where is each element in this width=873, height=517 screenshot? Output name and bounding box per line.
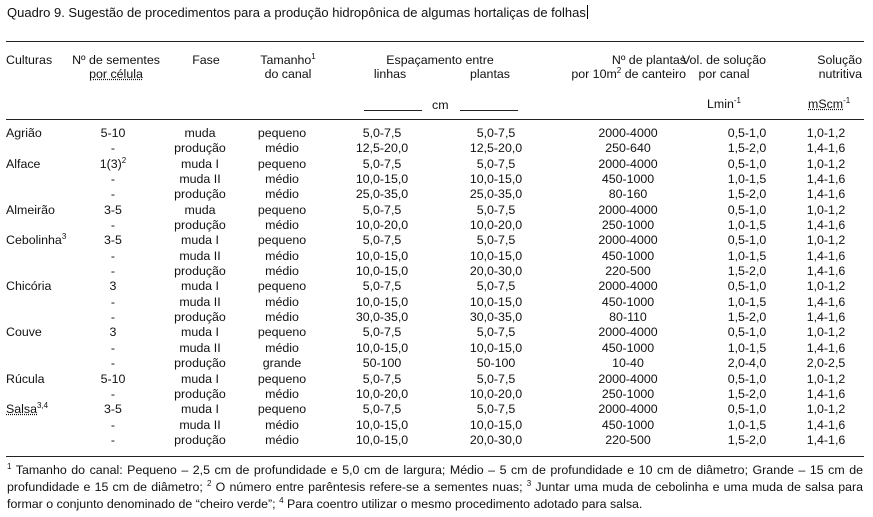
- table-row: [6, 172, 864, 187]
- header-n-plantas: Nº de plantas por $10m^2$ de canteiro: [571, 53, 686, 81]
- header-plantas: plantas: [470, 67, 510, 81]
- cell-vol: 0,5-1,0: [727, 233, 767, 248]
- cell-fase: muda: [184, 126, 216, 140]
- cell-sol: 1,4-1,6: [806, 264, 846, 279]
- cell-sementes: -: [110, 356, 116, 371]
- cell-sol: 1,4-1,6: [806, 432, 846, 447]
- cell-sementes: 3: [109, 325, 117, 340]
- cell-tamanho: médio: [265, 432, 299, 447]
- cell-sementes: 3: [109, 279, 117, 294]
- cell-tamanho: pequeno: [257, 156, 307, 171]
- cell-plantas: 20,0-30,0: [469, 432, 523, 447]
- cell-sol: 1,4-1,6: [806, 386, 846, 401]
- cell-vol: 0,5-1,0: [727, 126, 767, 140]
- cell-tamanho: pequeno: [257, 233, 307, 248]
- cell-nplantas: 2000-4000: [598, 279, 658, 294]
- cell-sol: 1,4-1,6: [806, 187, 846, 202]
- header-culturas: Culturas: [6, 53, 53, 67]
- cell-fase: muda I: [181, 279, 219, 294]
- cell-nplantas: 80-160: [608, 187, 648, 202]
- footnote-4: Para coentro utilizar o mesmo procedimento adotado para salsa.: [283, 497, 643, 511]
- cell-plantas: 20,0-30,0: [469, 264, 523, 279]
- table-body: [6, 126, 864, 448]
- cell-tamanho: médio: [265, 340, 299, 355]
- cell-sementes: -: [110, 187, 116, 202]
- cell-sementes: -: [110, 432, 116, 447]
- cell-vol: 1,5-2,0: [727, 386, 767, 401]
- cell-vol: 0,5-1,0: [727, 279, 767, 294]
- cell-linhas: 5,0-7,5: [362, 202, 402, 217]
- cell-fase: muda II: [179, 417, 221, 432]
- cell-vol: 0,5-1,0: [727, 156, 767, 171]
- table-row: [6, 249, 864, 264]
- table-row: [6, 372, 864, 387]
- cell-sementes: -: [110, 340, 116, 355]
- cell-linhas: 30,0-35,0: [355, 310, 409, 325]
- cell-vol: 1,5-2,0: [727, 310, 767, 325]
- table-row: [6, 141, 864, 156]
- table-row: [6, 157, 864, 172]
- header-rule: [6, 119, 864, 120]
- cell-fase: produção: [174, 187, 226, 202]
- cell-sementes: 5-10: [100, 126, 126, 140]
- cell-fase: muda II: [179, 172, 221, 187]
- cell-linhas: 50-100: [362, 356, 402, 371]
- cell-nplantas: 10-40: [612, 356, 644, 371]
- cell-vol: 1,5-2,0: [727, 432, 767, 447]
- cell-plantas: 10,0-15,0: [469, 417, 523, 432]
- footnote-ref: 3,4: [37, 401, 49, 411]
- cell-tamanho: médio: [265, 264, 299, 279]
- cell-cultura: [6, 218, 68, 233]
- footnote-ref: 2: [121, 155, 127, 165]
- cell-sementes: -: [110, 417, 116, 432]
- cell-fase: muda II: [179, 340, 221, 355]
- cell-plantas: 5,0-7,5: [476, 156, 516, 171]
- cell-tamanho: pequeno: [257, 325, 307, 340]
- cell-sementes: 3-5: [104, 202, 122, 217]
- cell-fase: produção: [174, 386, 226, 401]
- cell-plantas: 5,0-7,5: [476, 233, 516, 248]
- cell-nplantas: 220-500: [605, 432, 651, 447]
- cell-linhas: 5,0-7,5: [362, 371, 402, 386]
- cell-linhas: 10,0-20,0: [355, 386, 409, 401]
- cell-nplantas: 220-500: [605, 264, 651, 279]
- cell-sol: 1,0-1,2: [806, 156, 846, 171]
- cell-sementes: -: [110, 141, 116, 156]
- cell-cultura: Chicória: [6, 279, 52, 294]
- top-rule: [6, 41, 864, 42]
- cell-vol: 1,0-1,5: [727, 248, 767, 263]
- cell-nplantas: 250-640: [605, 141, 651, 156]
- cell-linhas: 10,0-15,0: [355, 417, 409, 432]
- cell-vol: 1,0-1,5: [727, 218, 767, 233]
- cell-cultura: [6, 356, 68, 371]
- table-row: [6, 233, 864, 248]
- cell-sementes: -: [110, 294, 116, 309]
- cell-plantas: 10,0-15,0: [469, 172, 523, 187]
- cell-cultura: Rúcula: [6, 371, 45, 386]
- cell-plantas: 5,0-7,5: [476, 325, 516, 340]
- unit-mscm: mScm$^{-1}$: [808, 96, 851, 111]
- cell-plantas: 50-100: [476, 356, 516, 371]
- cell-tamanho: pequeno: [257, 279, 307, 294]
- cell-cultura: Couve: [6, 325, 42, 340]
- table-row: [6, 203, 864, 218]
- table-row: [6, 325, 864, 340]
- cell-nplantas: 450-1000: [601, 417, 655, 432]
- cell-cultura: [6, 341, 68, 356]
- cell-tamanho: médio: [265, 187, 299, 202]
- cell-fase: produção: [174, 356, 226, 371]
- cell-plantas: 10,0-20,0: [469, 218, 523, 233]
- cell-vol: 1,0-1,5: [727, 294, 767, 309]
- cell-plantas: 5,0-7,5: [476, 371, 516, 386]
- cell-tamanho: médio: [265, 386, 299, 401]
- cell-sementes: -: [110, 264, 116, 279]
- cell-tamanho: pequeno: [257, 371, 307, 386]
- cell-linhas: 5,0-7,5: [362, 402, 402, 417]
- cell-fase: muda I: [181, 156, 219, 171]
- cell-sol: 1,4-1,6: [806, 248, 846, 263]
- cell-nplantas: 2000-4000: [598, 156, 658, 171]
- cell-vol: 2,0-4,0: [727, 356, 767, 371]
- cell-sementes: 5-10: [100, 371, 126, 386]
- cell-fase: muda I: [181, 233, 219, 248]
- cell-cultura: Agrião: [6, 126, 42, 140]
- cell-sol: 1,0-1,2: [806, 279, 846, 294]
- cell-sol: 1,0-1,2: [806, 402, 846, 417]
- cell-tamanho: pequeno: [257, 126, 307, 140]
- table-row: [6, 387, 864, 402]
- cell-linhas: 5,0-7,5: [362, 156, 402, 171]
- cell-sol: 1,0-1,2: [806, 126, 846, 140]
- cell-linhas: 10,0-15,0: [355, 340, 409, 355]
- header-volume: Vol. de solução por canal: [681, 53, 767, 81]
- bottom-rule: [6, 456, 864, 457]
- footnote-4-marker: 4: [279, 496, 284, 505]
- table-row: [6, 264, 864, 279]
- cell-cultura: [6, 295, 68, 310]
- cell-cultura: Alface: [6, 156, 41, 171]
- cell-vol: 0,5-1,0: [727, 402, 767, 417]
- unit-lmin: Lmin$^{-1}$: [707, 96, 741, 111]
- cell-sementes: -: [110, 248, 116, 263]
- cell-vol: 1,5-2,0: [727, 264, 767, 279]
- footnote-2-marker: 2: [207, 479, 212, 488]
- cell-linhas: 10,0-15,0: [355, 264, 409, 279]
- cell-nplantas: 2000-4000: [598, 233, 658, 248]
- cell-plantas: 30,0-35,0: [469, 310, 523, 325]
- cell-plantas: 5,0-7,5: [476, 202, 516, 217]
- cell-vol: 1,5-2,0: [727, 141, 767, 156]
- cell-nplantas: 2000-4000: [598, 126, 658, 140]
- cell-tamanho: médio: [265, 417, 299, 432]
- cell-linhas: 5,0-7,5: [362, 325, 402, 340]
- cell-sol: 1,4-1,6: [806, 294, 846, 309]
- cell-nplantas: 450-1000: [601, 172, 655, 187]
- footnote-ref: 3: [61, 232, 67, 242]
- unit-line-left: [364, 110, 422, 111]
- header-fase: Fase: [192, 53, 220, 67]
- cell-fase: produção: [174, 141, 226, 156]
- cell-tamanho: médio: [265, 141, 299, 156]
- cell-sol: 1,4-1,6: [806, 218, 846, 233]
- cell-fase: muda I: [181, 371, 219, 386]
- cell-nplantas: 450-1000: [601, 248, 655, 263]
- table-row: [6, 433, 864, 448]
- header-linhas: linhas: [373, 67, 407, 81]
- cell-vol: 1,5-2,0: [727, 187, 767, 202]
- cell-linhas: 25,0-35,0: [355, 187, 409, 202]
- cell-nplantas: 2000-4000: [598, 325, 658, 340]
- footnote-1-marker: 1: [7, 462, 12, 471]
- cell-vol: 0,5-1,0: [727, 325, 767, 340]
- cell-sol: 2,0-2,5: [806, 356, 846, 371]
- unit-cm: cm: [432, 98, 449, 112]
- footnotes: [7, 462, 863, 513]
- cell-tamanho: médio: [265, 218, 299, 233]
- table-row: [6, 341, 864, 356]
- cell-vol: 0,5-1,0: [727, 371, 767, 386]
- cell-fase: produção: [174, 218, 226, 233]
- text-cursor: [587, 5, 588, 19]
- cell-tamanho: médio: [265, 294, 299, 309]
- cell-sol: 1,4-1,6: [806, 172, 846, 187]
- cell-fase: muda II: [179, 294, 221, 309]
- table-row: [6, 126, 864, 141]
- table-row: [6, 295, 864, 310]
- cell-sementes: $1(3)^2$: [99, 155, 127, 171]
- table-row: [6, 187, 864, 202]
- cell-cultura: [6, 387, 68, 402]
- cell-tamanho: pequeno: [257, 202, 307, 217]
- cell-nplantas: 2000-4000: [598, 202, 658, 217]
- cell-nplantas: 2000-4000: [598, 402, 658, 417]
- table-row: [6, 418, 864, 433]
- header-sementes: Nº de sementes por célula: [72, 53, 160, 81]
- cell-vol: 1,0-1,5: [727, 172, 767, 187]
- caption-text: Quadro 9. Sugestão de procedimentos para a produção hidropônica de algumas hortaliças de folhas: [7, 5, 586, 20]
- cell-plantas: 10,0-15,0: [469, 340, 523, 355]
- table-row: [6, 356, 864, 371]
- cell-sementes: -: [110, 386, 116, 401]
- cell-sol: 1,0-1,2: [806, 325, 846, 340]
- data-table: [6, 126, 864, 448]
- cell-linhas: 10,0-20,0: [355, 218, 409, 233]
- cell-nplantas: 450-1000: [601, 294, 655, 309]
- cell-plantas: 10,0-15,0: [469, 294, 523, 309]
- cell-sol: 1,4-1,6: [806, 417, 846, 432]
- footnote-3-marker: 3: [526, 479, 532, 488]
- header-tamanho: Tamanho$^1$ do canal: [260, 52, 316, 81]
- cell-plantas: 5,0-7,5: [476, 279, 516, 294]
- cell-fase: produção: [174, 432, 226, 447]
- table-row: [6, 402, 864, 417]
- footnote-1: Tamanho do canal: Pequeno – 2,5 cm de profundidade e 5,0 cm de largura; Médio – 5 cm de profundidade e 10 cm de diâmetro; Grande – 15 cm de profundidade e 15 cm de diâmetro;: [7, 463, 863, 494]
- cell-sementes: 3-5: [104, 402, 122, 417]
- cell-fase: muda: [184, 202, 216, 217]
- table-row: [6, 310, 864, 325]
- cell-plantas: 12,5-20,0: [469, 141, 523, 156]
- cell-linhas: 10,0-15,0: [355, 294, 409, 309]
- cell-nplantas: 250-1000: [601, 218, 655, 233]
- header-solucao: Solução nutritiva: [817, 53, 862, 81]
- cell-cultura: Almeirão: [6, 202, 55, 217]
- cell-fase: produção: [174, 264, 226, 279]
- cell-vol: 1,0-1,5: [727, 340, 767, 355]
- cell-sementes: -: [110, 218, 116, 233]
- cell-plantas: 10,0-15,0: [469, 248, 523, 263]
- cell-sol: 1,0-1,2: [806, 371, 846, 386]
- cell-tamanho: pequeno: [257, 402, 307, 417]
- table-row: [6, 279, 864, 294]
- cell-fase: muda I: [181, 402, 219, 417]
- cell-vol: 0,5-1,0: [727, 202, 767, 217]
- cell-linhas: 10,0-15,0: [355, 248, 409, 263]
- cell-sol: 1,0-1,2: [806, 233, 846, 248]
- cell-vol: 1,0-1,5: [727, 417, 767, 432]
- cell-sementes: -: [110, 310, 116, 325]
- cell-cultura: [6, 187, 68, 202]
- cell-sementes: -: [110, 172, 116, 187]
- cell-tamanho: médio: [265, 310, 299, 325]
- cell-nplantas: 450-1000: [601, 340, 655, 355]
- cell-nplantas: 250-1000: [601, 386, 655, 401]
- cell-plantas: 5,0-7,5: [476, 126, 516, 140]
- cell-cultura: [6, 418, 68, 433]
- footnote-3: Juntar uma muda de cebolinha e uma muda de salsa para formar o conjunto denominado de “cheiro verde”;: [7, 480, 863, 511]
- header-espacamento: Espaçamento entre: [386, 53, 494, 67]
- cell-linhas: 5,0-7,5: [362, 279, 402, 294]
- cell-linhas: 10,0-15,0: [355, 432, 409, 447]
- cell-nplantas: 2000-4000: [598, 371, 658, 386]
- cell-plantas: 25,0-35,0: [469, 187, 523, 202]
- cell-fase: muda I: [181, 325, 219, 340]
- cell-tamanho: médio: [265, 172, 299, 187]
- cell-sol: 1,0-1,2: [806, 202, 846, 217]
- cell-plantas: 10,0-20,0: [469, 386, 523, 401]
- cell-cultura: [6, 249, 68, 264]
- table-row: [6, 218, 864, 233]
- cell-sol: 1,4-1,6: [806, 340, 846, 355]
- cell-nplantas: 80-110: [609, 310, 647, 325]
- footnote-2: O número entre parêntesis refere-se a sementes nuas;: [211, 480, 527, 494]
- cell-sementes: 3-5: [104, 233, 122, 248]
- cell-tamanho: grande: [262, 356, 302, 371]
- cell-linhas: 12,5-20,0: [355, 141, 409, 156]
- unit-line-right: [460, 110, 518, 111]
- cell-cultura: [6, 310, 68, 325]
- cell-plantas: 5,0-7,5: [476, 402, 516, 417]
- cell-fase: produção: [174, 310, 226, 325]
- cell-cultura: Cebolinha$^3$: [6, 232, 67, 248]
- cell-tamanho: médio: [265, 248, 299, 263]
- cell-linhas: 5,0-7,5: [362, 233, 402, 248]
- cell-cultura: [6, 264, 68, 279]
- cell-sol: 1,4-1,6: [806, 141, 846, 156]
- cell-linhas: 10,0-15,0: [355, 172, 409, 187]
- cell-sol: 1,4-1,6: [806, 310, 846, 325]
- cell-cultura: [6, 172, 68, 187]
- cell-cultura: Salsa$^{3,4}$: [6, 401, 49, 417]
- cell-fase: muda II: [179, 248, 221, 263]
- cell-cultura: [6, 433, 68, 448]
- cell-cultura: [6, 141, 68, 156]
- cell-linhas: 5,0-7,5: [362, 126, 402, 140]
- table-caption: [7, 5, 588, 20]
